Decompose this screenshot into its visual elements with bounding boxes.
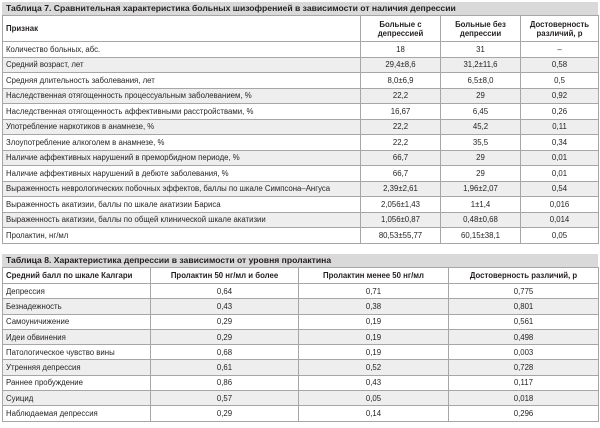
table7-header-significance-line2: различий, p <box>536 28 583 38</box>
table8-cell-value-b: 0,38 <box>299 299 449 314</box>
table8-cell-value-b: 0,14 <box>299 406 449 421</box>
table7-cell-value-a: 22,2 <box>361 119 441 135</box>
table8-cell-label: Наблюдаемая депрессия <box>3 406 151 421</box>
table7-cell-value-b: 60,15±38,1 <box>441 228 521 244</box>
table7-cell-label: Выраженность акатизии, баллы по шкале акатизии Бариса <box>3 197 361 213</box>
table7-cell-p-value: – <box>521 42 599 58</box>
table7-header-row <box>3 16 599 42</box>
table8-cell-p-value: 0,117 <box>449 375 599 390</box>
table7-cell-value-a: 8,0±6,9 <box>361 73 441 89</box>
table8-header-score: Средний балл по шкале Калгари <box>3 268 151 284</box>
table8-cell-p-value: 0,775 <box>449 284 599 299</box>
table7-cell-value-b: 45,2 <box>441 119 521 135</box>
table7-cell-label: Наследственная отягощенность процессуальным заболеванием, % <box>3 88 361 104</box>
table8-cell-value-a: 0,64 <box>151 284 299 299</box>
table7-cell-value-b: 29 <box>441 88 521 104</box>
table8-cell-p-value: 0,018 <box>449 391 599 406</box>
table7-cell-value-a: 1,056±0,87 <box>361 212 441 228</box>
table8-header-row <box>3 268 599 284</box>
table7-row <box>3 150 599 166</box>
table7-cell-value-b: 29 <box>441 166 521 182</box>
table8-cell-value-a: 0,29 <box>151 329 299 344</box>
table8-cell-p-value: 0,561 <box>449 314 599 329</box>
table8-cell-p-value: 0,296 <box>449 406 599 421</box>
table8-cell-label: Безнадежность <box>3 299 151 314</box>
table7-cell-p-value: 0,34 <box>521 135 599 151</box>
table8-cell-value-b: 0,71 <box>299 284 449 299</box>
table7-cell-value-a: 66,7 <box>361 166 441 182</box>
table8-cell-p-value: 0,498 <box>449 329 599 344</box>
table7-cell-value-b: 31 <box>441 42 521 58</box>
table7-cell-value-b: 29 <box>441 150 521 166</box>
table8 <box>2 267 599 422</box>
table8-header-significance: Достоверность различий, p <box>449 268 599 284</box>
table8-row <box>3 406 599 421</box>
table7-cell-value-b: 1,96±2,07 <box>441 181 521 197</box>
table7-header-without-depression <box>441 16 521 42</box>
table7-cell-p-value: 0,58 <box>521 57 599 73</box>
table7-cell-value-b: 1±1,4 <box>441 197 521 213</box>
table8-cell-value-a: 0,43 <box>151 299 299 314</box>
table8-row <box>3 314 599 329</box>
table7-row <box>3 181 599 197</box>
table8-cell-value-b: 0,52 <box>299 360 449 375</box>
table7-cell-p-value: 0,5 <box>521 73 599 89</box>
table7-header-without-depression-line2: депрессии <box>459 28 502 38</box>
table8-cell-p-value: 0,801 <box>449 299 599 314</box>
table7-cell-label: Пролактин, нг/мл <box>3 228 361 244</box>
table7-cell-value-a: 66,7 <box>361 150 441 166</box>
table7-row <box>3 228 599 244</box>
table7-cell-p-value: 0,05 <box>521 228 599 244</box>
table7-header-with-depression-line1: Больные с <box>379 19 422 29</box>
table7-row <box>3 197 599 213</box>
table7-row <box>3 73 599 89</box>
table7-cell-p-value: 0,01 <box>521 150 599 166</box>
table7-header-significance-line1: Достоверность <box>529 19 590 29</box>
table8-cell-value-a: 0,29 <box>151 406 299 421</box>
table7-cell-label: Средний возраст, лет <box>3 57 361 73</box>
table7 <box>2 15 599 244</box>
table7-header-with-depression <box>361 16 441 42</box>
table8-cell-label: Утренняя депрессия <box>3 360 151 375</box>
table8-cell-p-value: 0,728 <box>449 360 599 375</box>
table7-cell-label: Наличие аффективных нарушений в дебюте заболевания, % <box>3 166 361 182</box>
table8-cell-value-a: 0,61 <box>151 360 299 375</box>
table8-cell-value-a: 0,29 <box>151 314 299 329</box>
table7-cell-value-a: 2,056±1,43 <box>361 197 441 213</box>
table7-row <box>3 88 599 104</box>
table7-cell-p-value: 0,54 <box>521 181 599 197</box>
table7-row <box>3 135 599 151</box>
table7-cell-value-a: 2,39±2,61 <box>361 181 441 197</box>
table7-cell-value-a: 16,67 <box>361 104 441 120</box>
table7-cell-p-value: 0,016 <box>521 197 599 213</box>
table8-row <box>3 329 599 344</box>
table8-cell-label: Самоуничижение <box>3 314 151 329</box>
table7-cell-value-a: 22,2 <box>361 88 441 104</box>
table8-cell-value-b: 0,19 <box>299 329 449 344</box>
table8-cell-label: Депрессия <box>3 284 151 299</box>
table7-cell-label: Количество больных, абс. <box>3 42 361 58</box>
table7-cell-value-b: 31,2±11,6 <box>441 57 521 73</box>
table8-cell-label: Суицид <box>3 391 151 406</box>
table7-cell-p-value: 0,92 <box>521 88 599 104</box>
table8-cell-label: Раннее пробуждение <box>3 375 151 390</box>
table8-cell-value-a: 0,57 <box>151 391 299 406</box>
table7-cell-label: Средняя длительность заболевания, лет <box>3 73 361 89</box>
table8-cell-p-value: 0,003 <box>449 345 599 360</box>
table8-cell-value-b: 0,19 <box>299 345 449 360</box>
table7-row <box>3 104 599 120</box>
table8-cell-value-b: 0,43 <box>299 375 449 390</box>
table7-cell-value-b: 6,5±8,0 <box>441 73 521 89</box>
table7-cell-label: Употребление наркотиков в анамнезе, % <box>3 119 361 135</box>
table7-row <box>3 57 599 73</box>
table7-header-without-depression-line1: Больные без <box>455 19 506 29</box>
table7-header-sign: Признак <box>3 16 361 42</box>
table8-row <box>3 284 599 299</box>
table7-cell-label: Злоупотребление алкоголем в анамнезе, % <box>3 135 361 151</box>
table7-cell-value-b: 35,5 <box>441 135 521 151</box>
table7-cell-value-a: 29,4±8,6 <box>361 57 441 73</box>
table8-title: Таблица 8. Характеристика депрессии в зависимости от уровня пролактина <box>2 254 598 267</box>
table7-cell-p-value: 0,11 <box>521 119 599 135</box>
table8-cell-label: Идеи обвинения <box>3 329 151 344</box>
table7-title: Таблица 7. Сравнительная характеристика больных шизофренией в зависимости от наличия депрессии <box>2 2 598 15</box>
table7-cell-label: Выраженность акатизии, баллы по общей клинической шкале акатизии <box>3 212 361 228</box>
table8-header-prolactin-low: Пролактин менее 50 нг/мл <box>299 268 449 284</box>
table7-cell-label: Наследственная отягощенность аффективными расстройствами, % <box>3 104 361 120</box>
table8-row <box>3 345 599 360</box>
table7-cell-p-value: 0,014 <box>521 212 599 228</box>
table7-cell-value-a: 80,53±55,77 <box>361 228 441 244</box>
table7-cell-label: Выраженность неврологических побочных эффектов, баллы по шкале Симпсона–Ангуса <box>3 181 361 197</box>
table8-row <box>3 391 599 406</box>
table7-row <box>3 119 599 135</box>
table7-cell-value-b: 0,48±0,68 <box>441 212 521 228</box>
table8-cell-value-b: 0,19 <box>299 314 449 329</box>
table8-row <box>3 375 599 390</box>
table8-cell-value-a: 0,68 <box>151 345 299 360</box>
table7-row <box>3 166 599 182</box>
table8-row <box>3 360 599 375</box>
table8-cell-label: Патологическое чувство вины <box>3 345 151 360</box>
table7-cell-value-a: 22,2 <box>361 135 441 151</box>
table8-header-prolactin-high: Пролактин 50 нг/мл и более <box>151 268 299 284</box>
table7-cell-value-a: 18 <box>361 42 441 58</box>
table7-header-with-depression-line2: депрессией <box>377 28 424 38</box>
table8-row <box>3 299 599 314</box>
table7-cell-label: Наличие аффективных нарушений в преморбидном периоде, % <box>3 150 361 166</box>
table7-cell-p-value: 0,01 <box>521 166 599 182</box>
table7-row <box>3 42 599 58</box>
table7-row <box>3 212 599 228</box>
table7-header-significance <box>521 16 599 42</box>
table7-cell-p-value: 0,26 <box>521 104 599 120</box>
table7-cell-value-b: 6,45 <box>441 104 521 120</box>
table8-cell-value-b: 0,05 <box>299 391 449 406</box>
table8-cell-value-a: 0,86 <box>151 375 299 390</box>
